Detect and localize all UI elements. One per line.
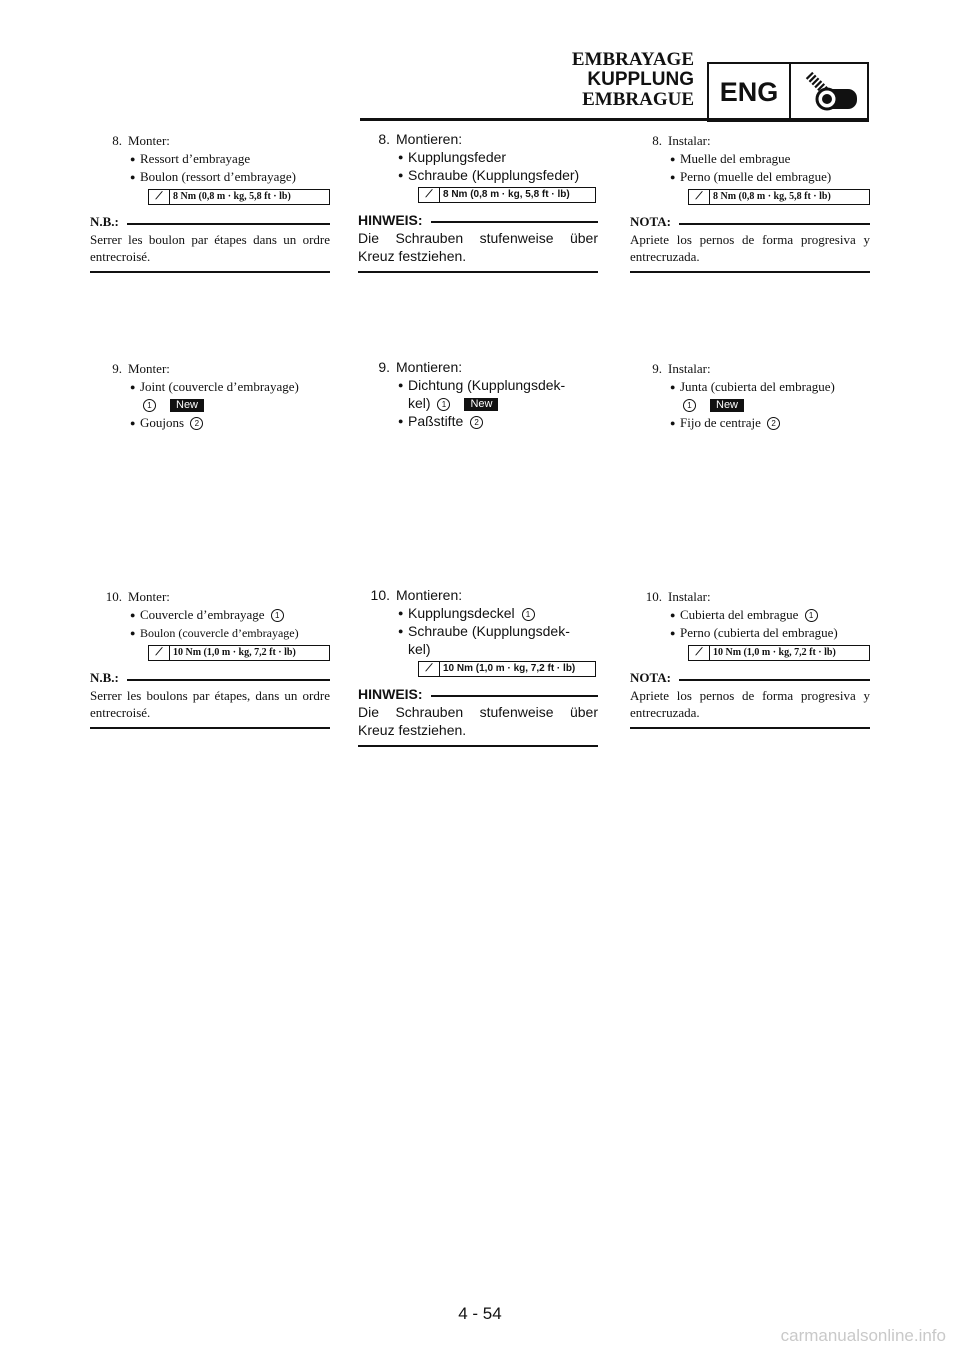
- note-label: N.B.:: [90, 214, 119, 229]
- bullet-icon: ●: [398, 416, 404, 426]
- list-item: ● Goujons 2: [90, 414, 330, 432]
- note-box: [358, 685, 598, 747]
- page-number: 4 - 54: [458, 1304, 502, 1323]
- torque-spec: ⟋ 10 Nm (1,0 m · kg, 7,2 ft · lb): [418, 661, 596, 677]
- note-label: HINWEIS:: [358, 686, 423, 702]
- fr-step-9: [90, 360, 330, 432]
- fr-step-8: [90, 132, 330, 273]
- ref-1-icon: 1: [522, 608, 535, 621]
- torque-wrench-icon: ⟋: [419, 188, 440, 202]
- torque-spec: ⟋ 8 Nm (0,8 m · kg, 5,8 ft · lb): [418, 187, 596, 203]
- note-text: Serrer les boulon par étapes dans un ordre entrecroisé.: [90, 232, 330, 264]
- section-badge: [707, 62, 869, 122]
- list-item: ● Paßstifte 2: [358, 412, 598, 430]
- bullet-icon: ●: [670, 628, 676, 638]
- title-de: KUPPLUNG: [587, 69, 694, 90]
- bullet-icon: ●: [670, 610, 676, 620]
- note-box: [630, 669, 870, 729]
- ref-2-icon: 2: [190, 417, 203, 430]
- bullet-icon: ●: [398, 380, 404, 390]
- note-box: [90, 669, 330, 729]
- step-verb: Monter:: [128, 133, 170, 148]
- torque-spec: ⟋ 10 Nm (1,0 m · kg, 7,2 ft · lb): [688, 645, 870, 661]
- torque-spec: ⟋ 8 Nm (0,8 m · kg, 5,8 ft · lb): [688, 189, 870, 205]
- step-verb: Montieren:: [396, 359, 463, 375]
- step-verb: Monter:: [128, 589, 170, 604]
- step-verb: Instalar:: [668, 589, 711, 604]
- list-item: ● Perno (cubierta del embrague): [670, 625, 838, 640]
- step-number: 9.: [378, 359, 390, 375]
- list-item: ● Joint (couvercle d’embrayage): [130, 379, 299, 394]
- bullet-icon: ●: [130, 610, 136, 620]
- note-box: [630, 213, 870, 273]
- torque-wrench-icon: ⟋: [689, 190, 710, 204]
- note-divider: [630, 727, 870, 729]
- step-number: 8.: [378, 131, 390, 147]
- note-text: Apriete los pernos de forma progresiva y entrecruzada.: [630, 688, 870, 720]
- note-text: Die Schrauben stufenweise über Kreuz festziehen.: [358, 230, 598, 264]
- bullet-icon: ●: [130, 628, 136, 638]
- bullet-icon: ●: [130, 418, 136, 428]
- note-text: Apriete los pernos de forma progresiva y entrecruzada.: [630, 232, 870, 264]
- list-item: ● Perno (muelle del embrague): [670, 169, 832, 184]
- de-step-8: [358, 130, 598, 273]
- note-label: NOTA:: [630, 670, 671, 685]
- new-badge: New: [710, 399, 744, 412]
- note-text: Serrer les boulons par étapes, dans un ordre entrecroisé.: [90, 688, 330, 720]
- list-item: ● Schraube (Kupplungsdek-: [398, 623, 570, 639]
- step-number: 9.: [112, 361, 122, 376]
- note-divider: [630, 271, 870, 273]
- list-item: ● Fijo de centraje 2: [630, 414, 870, 432]
- step-verb: Montieren:: [396, 131, 463, 147]
- de-step-10: 10. Montieren: ● Kupplungsdeckel 1 ● Schraube (Kupplungsdek- kel) ⟋ 10 Nm (1,0 m · kg, 7,2 ft · lb) HINWEIS: Die Schrauben stufenweise über Kreuz festziehen.: [358, 586, 598, 747]
- ref-2-icon: 2: [767, 417, 780, 430]
- bullet-icon: ●: [670, 418, 676, 428]
- es-step-9: [630, 360, 870, 432]
- watermark: carmanualsonline.info: [780, 1326, 946, 1345]
- note-divider: [358, 271, 598, 273]
- note-box: [358, 211, 598, 273]
- section-titles: [572, 50, 694, 110]
- step-number: 8.: [112, 133, 122, 148]
- step-number: 10.: [370, 587, 390, 603]
- engine-bolt-icon: [791, 64, 867, 120]
- bullet-icon: ●: [130, 382, 136, 392]
- note-text: Die Schrauben stufenweise über Kreuz festziehen.: [358, 704, 598, 738]
- torque-wrench-icon: ⟋: [149, 190, 170, 204]
- note-box: [90, 213, 330, 273]
- ref-1-icon: 1: [143, 399, 156, 412]
- bullet-icon: ●: [398, 170, 404, 180]
- note-divider: [90, 727, 330, 729]
- title-es: EMBRAGUE: [582, 89, 694, 110]
- list-item: ● Ressort d’embrayage: [130, 151, 251, 166]
- note-label: NOTA:: [630, 214, 671, 229]
- list-item: ● Kupplungsfeder: [398, 149, 507, 165]
- list-item: ● Boulon (ressort d’embrayage): [130, 169, 296, 184]
- bullet-icon: ●: [670, 154, 676, 164]
- bullet-icon: ●: [398, 152, 404, 162]
- step-verb: Monter:: [128, 361, 170, 376]
- bullet-icon: ●: [670, 382, 676, 392]
- eng-label: ENG: [709, 64, 791, 120]
- list-item: ● Kupplungsdeckel 1: [358, 604, 598, 622]
- note-divider: [358, 745, 598, 747]
- bullet-icon: ●: [130, 172, 136, 182]
- es-step-10: [630, 588, 870, 729]
- step-number: 10.: [645, 589, 662, 604]
- step-number: 9.: [652, 361, 662, 376]
- list-item: ● Couvercle d’embrayage 1: [90, 606, 330, 624]
- list-item: ● Dichtung (Kupplungsdek-: [398, 377, 566, 393]
- step-verb: Instalar:: [668, 133, 711, 148]
- es-step-8: [630, 132, 870, 273]
- header-rule: [360, 118, 868, 121]
- bullet-icon: ●: [130, 154, 136, 164]
- title-fr: EMBRAYAGE: [571, 49, 694, 70]
- torque-spec: ⟋ 10 Nm (1,0 m · kg, 7,2 ft · lb): [148, 645, 330, 661]
- ref-1-icon: 1: [805, 609, 818, 622]
- torque-wrench-icon: ⟋: [419, 662, 440, 676]
- bullet-icon: ●: [398, 626, 404, 636]
- bullet-icon: ●: [670, 172, 676, 182]
- new-badge: New: [170, 399, 204, 412]
- new-badge: New: [464, 398, 498, 411]
- note-label: N.B.:: [90, 670, 119, 685]
- step-number: 8.: [652, 133, 662, 148]
- fr-step-10: [90, 588, 330, 729]
- list-item: ● Cubierta del embrague 1: [630, 606, 870, 624]
- step-verb: Montieren:: [396, 587, 463, 603]
- ref-1-icon: 1: [271, 609, 284, 622]
- ref-1-icon: 1: [437, 398, 450, 411]
- list-item: ● Junta (cubierta del embrague): [670, 379, 835, 394]
- ref-1-icon: 1: [683, 399, 696, 412]
- torque-wrench-icon: ⟋: [689, 646, 710, 660]
- torque-spec: ⟋ 8 Nm (0,8 m · kg, 5,8 ft · lb): [148, 189, 330, 205]
- ref-2-icon: 2: [470, 416, 483, 429]
- note-divider: [90, 271, 330, 273]
- list-item: ● Muelle del embrague: [670, 151, 791, 166]
- torque-wrench-icon: ⟋: [149, 646, 170, 660]
- note-label: HINWEIS:: [358, 212, 423, 228]
- step-number: 10.: [105, 589, 122, 604]
- bullet-icon: ●: [398, 608, 404, 618]
- list-item: ● Schraube (Kupplungsfeder): [398, 167, 580, 183]
- step-verb: Instalar:: [668, 361, 711, 376]
- list-item: ● Boulon (couvercle d’embrayage): [130, 626, 299, 640]
- de-step-9: 9. Montieren: ● Dichtung (Kupplungsdek- kel) 1 New ● Paßstifte 2: [358, 358, 598, 430]
